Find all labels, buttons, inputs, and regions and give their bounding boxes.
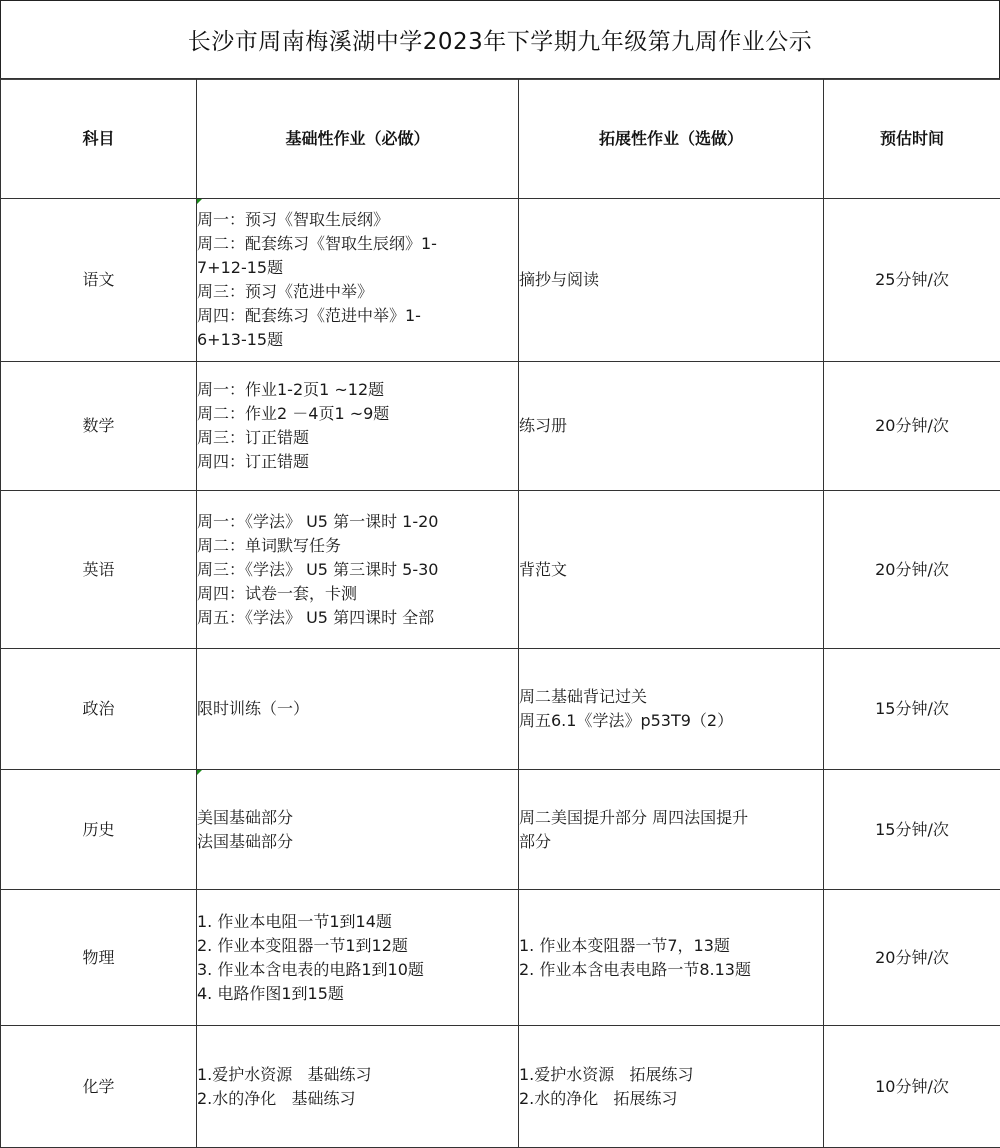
cell-subject[interactable]: 数学 <box>1 362 197 491</box>
cell-basic-homework[interactable] <box>197 890 519 1026</box>
basic-homework-line: 美国基础部分 <box>197 807 294 827</box>
basic-homework-line: 周三：《学法》 U5 第三课时 5-30 <box>197 559 439 579</box>
basic-homework-line: 周五：《学法》 U5 第四课时 全部 <box>197 607 435 627</box>
basic-homework-line: 周一：作业1-2页1 ~12题 <box>197 380 385 399</box>
basic-homework-line: 周二：作业2 －4页1 ~9题 <box>197 404 390 423</box>
basic-homework-line: 周四：配套练习《范进中举》1- <box>197 306 421 325</box>
cell-basic-homework[interactable] <box>197 649 519 770</box>
basic-homework-line: 1.爱护水资源 基础练习 <box>197 1064 372 1084</box>
cell-extended-homework[interactable] <box>519 770 824 890</box>
cell-basic-homework[interactable] <box>197 362 519 491</box>
table-row <box>1 362 1000 491</box>
header-extended-homework[interactable]: 拓展性作业（选做） <box>519 79 824 199</box>
extended-homework-line: 2. 作业本含电表电路一节8.13题 <box>519 959 751 979</box>
header-estimated-time[interactable]: 预估时间 <box>824 79 1000 199</box>
header-row <box>1 79 1000 199</box>
basic-homework-line: 2. 作业本变阻器一节1到12题 <box>197 935 408 955</box>
cell-extended-homework[interactable] <box>519 890 824 1026</box>
cell-subject[interactable]: 政治 <box>1 649 197 770</box>
table-body <box>1 199 1000 1148</box>
extended-homework-line: 周二基础背记过关 <box>519 687 648 706</box>
extended-homework-line: 周五6.1《学法》p53T9（2） <box>519 711 734 730</box>
cell-estimated-time[interactable]: 25分钟/次 <box>824 199 1000 362</box>
basic-homework-line: 1. 作业本电阻一节1到14题 <box>197 911 392 931</box>
cell-extended-homework[interactable] <box>519 491 824 649</box>
basic-homework-line: 3. 作业本含电表的电路1到10题 <box>197 959 424 979</box>
cell-estimated-time[interactable]: 20分钟/次 <box>824 362 1000 491</box>
extended-homework-line: 摘抄与阅读 <box>519 270 600 289</box>
basic-homework-line: 周二：单词默写任务 <box>197 535 342 555</box>
extended-homework-line: 背范文 <box>519 559 568 579</box>
cell-comment-marker-icon <box>197 770 202 775</box>
basic-homework-line: 周三：订正错题 <box>197 428 310 447</box>
table-row <box>1 890 1000 1026</box>
cell-subject[interactable]: 物理 <box>1 890 197 1026</box>
basic-homework-line: 周一：《学法》 U5 第一课时 1-20 <box>197 511 439 531</box>
basic-homework-line: 6+13-15题 <box>197 330 284 349</box>
basic-homework-line: 周二：配套练习《智取生辰纲》1- <box>197 234 437 253</box>
extended-homework-line: 练习册 <box>519 416 568 435</box>
cell-basic-homework[interactable] <box>197 491 519 649</box>
sheet-title[interactable]: 长沙市周南梅溪湖中学2023年下学期九年级第九周作业公示 <box>0 0 1000 80</box>
cell-estimated-time[interactable]: 15分钟/次 <box>824 770 1000 890</box>
header-subject[interactable]: 科目 <box>1 79 197 199</box>
basic-homework-line: 周一：预习《智取生辰纲》 <box>197 210 390 229</box>
cell-estimated-time[interactable]: 20分钟/次 <box>824 491 1000 649</box>
extended-homework-line: 1. 作业本变阻器一节7，13题 <box>519 935 730 955</box>
cell-comment-marker-icon <box>197 199 202 204</box>
basic-homework-line: 周四：试卷一套，卡测 <box>197 583 358 603</box>
cell-subject[interactable]: 语文 <box>1 199 197 362</box>
basic-homework-line: 周四：订正错题 <box>197 452 310 471</box>
cell-subject[interactable]: 化学 <box>1 1026 197 1148</box>
cell-extended-homework[interactable] <box>519 1026 824 1148</box>
basic-homework-line: 限时训练（一） <box>197 699 310 718</box>
basic-homework-line: 周三：预习《范进中举》 <box>197 282 374 301</box>
cell-extended-homework[interactable] <box>519 199 824 362</box>
extended-homework-line: 1.爱护水资源 拓展练习 <box>519 1064 694 1084</box>
cell-extended-homework[interactable] <box>519 649 824 770</box>
cell-basic-homework[interactable] <box>197 199 519 362</box>
cell-basic-homework[interactable] <box>197 1026 519 1148</box>
table-row <box>1 1026 1000 1148</box>
basic-homework-line: 法国基础部分 <box>197 831 294 851</box>
basic-homework-line: 2.水的净化 基础练习 <box>197 1088 356 1108</box>
basic-homework-line: 4. 电路作图1到15题 <box>197 983 344 1003</box>
cell-subject[interactable]: 历史 <box>1 770 197 890</box>
table-row <box>1 649 1000 770</box>
extended-homework-line: 2.水的净化 拓展练习 <box>519 1088 678 1108</box>
cell-estimated-time[interactable]: 10分钟/次 <box>824 1026 1000 1148</box>
cell-estimated-time[interactable]: 20分钟/次 <box>824 890 1000 1026</box>
basic-homework-line: 7+12-15题 <box>197 258 284 277</box>
extended-homework-line: 周二美国提升部分 周四法国提升 <box>519 807 749 827</box>
header-basic-homework[interactable]: 基础性作业（必做） <box>197 79 519 199</box>
table-row <box>1 491 1000 649</box>
cell-estimated-time[interactable]: 15分钟/次 <box>824 649 1000 770</box>
table-row <box>1 199 1000 362</box>
table-row <box>1 770 1000 890</box>
homework-table <box>0 78 1000 1148</box>
cell-extended-homework[interactable] <box>519 362 824 491</box>
extended-homework-line: 部分 <box>519 831 552 851</box>
cell-basic-homework[interactable] <box>197 770 519 890</box>
cell-subject[interactable]: 英语 <box>1 491 197 649</box>
